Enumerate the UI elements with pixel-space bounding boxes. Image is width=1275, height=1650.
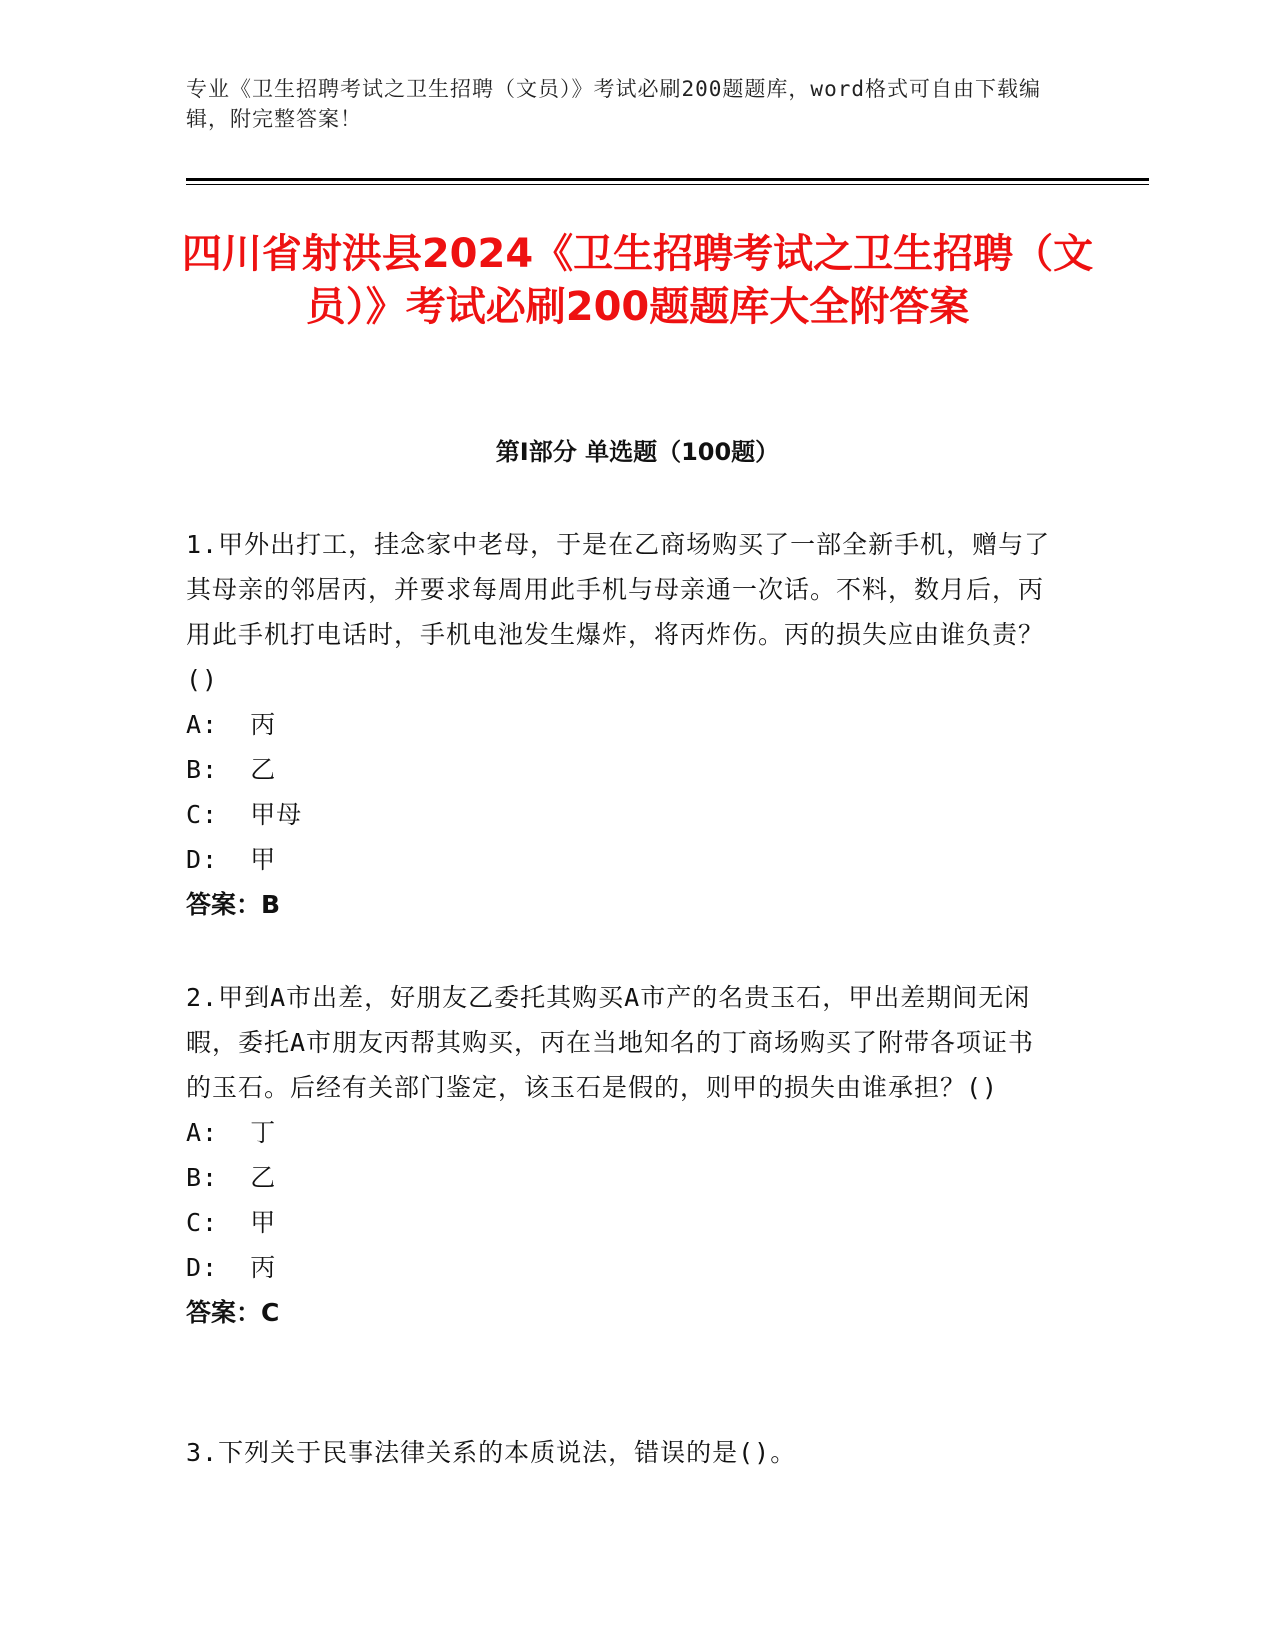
question-stem: 2.甲到A市出差，好朋友乙委托其购买A市产的名贵玉石，甲出差期间无闲暇，委托A市朋友丙帮其购买，丙在当地知名的丁商场购买了附带各项证书的玉石。后经有关部门鉴定，该玉石是假的，则甲的损失由谁承担？() [186,983,1035,1102]
header-rule-thin [186,184,1149,185]
option-b: B: 乙 [186,755,277,784]
option-d: D: 甲 [186,845,277,874]
header-rule-thick [186,178,1149,181]
document-title: 四川省射洪县2024《卫生招聘考试之卫生招聘（文员）》考试必刷200题题库大全附答案 [181,231,1094,330]
header-note: 专业《卫生招聘考试之卫生招聘（文员）》考试必刷200题题库，word格式可自由下载编辑，附完整答案！ [186,77,1041,131]
option-a: A: 丙 [186,710,277,739]
question-stem: 1.甲外出打工，挂念家中老母，于是在乙商场购买了一部全新手机，赠与了其母亲的邻居丙，并要求每周用此手机与母亲通一次话。不料，数月后，丙用此手机打电话时，手机电池发生爆炸，将丙炸伤。丙的损失应由谁负责？() [186,530,1051,694]
section-title: 第Ⅰ部分 单选题（100题） [495,438,780,466]
question-2 [186,975,1056,1335]
question-3 [186,1430,1056,1475]
question-stem: 3.下列关于民事法律关系的本质说法，错误的是()。 [186,1438,797,1467]
option-a: A: 丁 [186,1118,277,1147]
answer: 答案：C [186,1298,280,1327]
option-b: B: 乙 [186,1163,277,1192]
question-1 [186,522,1056,927]
option-c: C: 甲母 [186,800,303,829]
answer: 答案：B [186,890,281,919]
option-d: D: 丙 [186,1253,277,1282]
option-c: C: 甲 [186,1208,277,1237]
